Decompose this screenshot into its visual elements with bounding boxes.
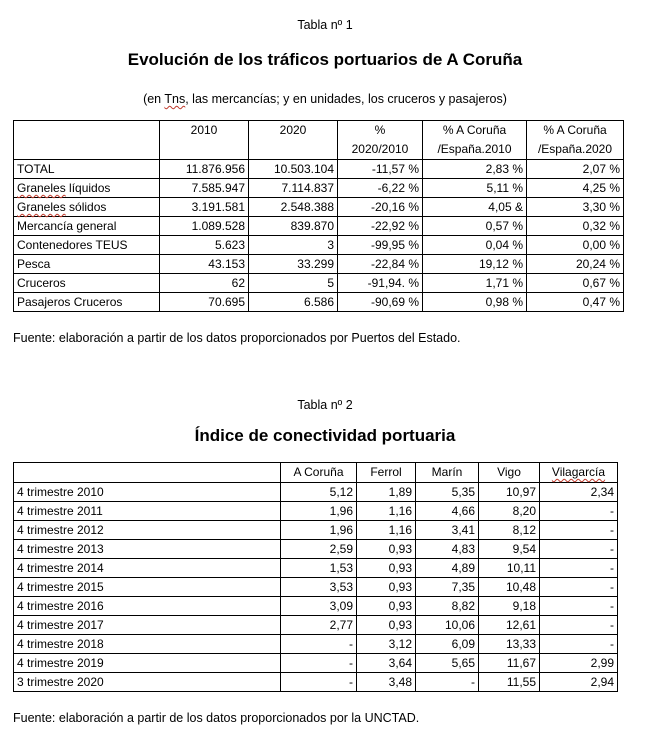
row-label: 3 trimestre 2020 [17, 675, 104, 689]
cell-value: 4,83 [451, 542, 475, 556]
value-cell [249, 179, 338, 198]
cell-value: 10,48 [505, 580, 536, 594]
table1-subtitle-unit: Tns [164, 92, 186, 106]
cell-value: - [349, 656, 353, 670]
column-header-label: A Coruña [293, 465, 344, 479]
cell-value: 0,04 % [485, 238, 523, 252]
cell-value: 9,18 [512, 599, 536, 613]
value-cell [527, 274, 624, 293]
cell-value: 2,83 % [485, 162, 523, 176]
value-cell [281, 597, 357, 616]
value-cell [249, 217, 338, 236]
row-label: 4 trimestre 2013 [17, 542, 104, 556]
column-header-line1: 2010 [190, 123, 218, 137]
value-cell [338, 236, 423, 255]
table-row [14, 502, 618, 521]
table-row [14, 559, 618, 578]
cell-value: 5,12 [329, 485, 353, 499]
cell-value: 0,93 [388, 561, 412, 575]
value-cell [357, 521, 416, 540]
value-cell [281, 559, 357, 578]
cell-value: - [349, 675, 353, 689]
column-header-line2: 2020/2010 [351, 142, 409, 156]
cell-value: 13,33 [505, 637, 536, 651]
cell-value: 4,05 & [488, 200, 523, 214]
cell-value: 8,82 [451, 599, 475, 613]
table-row [14, 179, 624, 198]
value-cell [357, 616, 416, 635]
cell-value: 6,09 [451, 637, 475, 651]
cell-value: 8,20 [512, 504, 536, 518]
value-cell [416, 616, 479, 635]
cell-value: - [610, 580, 614, 594]
table-header-row [14, 463, 618, 483]
value-cell [423, 255, 527, 274]
value-cell [423, 198, 527, 217]
value-cell [479, 578, 540, 597]
cell-value: - [610, 599, 614, 613]
cell-value: - [471, 675, 475, 689]
column-header-line1: % [374, 123, 386, 137]
cell-value: 1,96 [329, 523, 353, 537]
column-header-line1 [17, 121, 156, 140]
column-header-label: Vilagarcía [551, 465, 606, 479]
cell-value: 0,93 [388, 618, 412, 632]
cell-value: 10.503.104 [273, 162, 334, 176]
cell-value: -22,84 % [370, 257, 419, 271]
value-cell [479, 616, 540, 635]
value-cell [540, 654, 618, 673]
value-cell [540, 540, 618, 559]
value-cell [160, 179, 249, 198]
row-label: Mercancía general [17, 219, 117, 233]
value-cell [527, 160, 624, 179]
cell-value: 19,12 % [478, 257, 523, 271]
row-label: 4 trimestre 2012 [17, 523, 104, 537]
cell-value: 3,41 [451, 523, 475, 537]
cell-value: 33.299 [297, 257, 334, 271]
value-cell [357, 654, 416, 673]
table-row [14, 217, 624, 236]
cell-value: 0,57 % [485, 219, 523, 233]
table1-subtitle-part1: (en [143, 92, 165, 106]
row-label: 4 trimestre 2018 [17, 637, 104, 651]
cell-value: 1,71 % [485, 276, 523, 290]
row-label-cell [14, 578, 281, 597]
row-label: 4 trimestre 2014 [17, 561, 104, 575]
cell-value: 5 [327, 276, 334, 290]
cell-value: 1,16 [388, 504, 412, 518]
value-cell [527, 255, 624, 274]
row-label: TOTAL [17, 162, 55, 176]
row-label: Cruceros [17, 276, 66, 290]
row-label-cell [14, 616, 281, 635]
table-row [14, 597, 618, 616]
traffic-table [13, 120, 624, 312]
value-cell [249, 293, 338, 312]
column-header-line2: /España.2020 [537, 142, 613, 156]
cell-value: 3,30 % [582, 200, 620, 214]
table-row [14, 274, 624, 293]
table-row [14, 654, 618, 673]
value-cell [527, 293, 624, 312]
cell-value: 0,98 % [485, 295, 523, 309]
value-cell [423, 179, 527, 198]
column-header-label: Ferrol [370, 465, 402, 479]
row-label-cell [14, 160, 160, 179]
cell-value: 2,99 [590, 656, 614, 670]
cell-value: -99,95 % [370, 238, 419, 252]
row-label-cell [14, 217, 160, 236]
value-cell [540, 578, 618, 597]
value-cell [423, 236, 527, 255]
column-header-line2 [17, 140, 156, 159]
cell-value: 11,55 [506, 675, 536, 689]
cell-value: 11.876.956 [185, 162, 245, 176]
value-cell [540, 597, 618, 616]
cell-value: 1,96 [329, 504, 353, 518]
cell-value: 0,93 [388, 580, 412, 594]
column-header-line1: % A Coruña [442, 123, 507, 137]
value-cell [416, 483, 479, 502]
value-cell [160, 198, 249, 217]
value-cell [281, 578, 357, 597]
cell-value: -11,57 % [371, 162, 419, 176]
value-cell [338, 217, 423, 236]
row-label-cell [14, 483, 281, 502]
value-cell [540, 616, 618, 635]
value-cell [338, 179, 423, 198]
cell-value: 0,47 % [582, 295, 620, 309]
value-cell [160, 236, 249, 255]
cell-value: 43.153 [208, 257, 245, 271]
column-header-line1: 2020 [279, 123, 307, 137]
value-cell [479, 635, 540, 654]
value-cell [527, 198, 624, 217]
value-cell [416, 559, 479, 578]
table-row [14, 616, 618, 635]
cell-value: 1,89 [388, 485, 412, 499]
cell-value: 10,11 [506, 561, 536, 575]
row-label-cell [14, 179, 160, 198]
table2-caption: Tabla nº 2 [297, 398, 353, 412]
table-row [14, 483, 618, 502]
cell-value: 10,06 [444, 618, 475, 632]
value-cell [540, 635, 618, 654]
value-cell [423, 274, 527, 293]
table2-source: Fuente: elaboración a partir de los datos proporcionados por la UNCTAD. [13, 711, 420, 725]
table-row [14, 521, 618, 540]
table-row [14, 198, 624, 217]
column-header-line2: /España.2010 [437, 142, 512, 156]
row-label-cell [14, 559, 281, 578]
value-cell [416, 521, 479, 540]
value-cell [527, 179, 624, 198]
row-label: 4 trimestre 2011 [17, 504, 103, 518]
value-cell [281, 673, 357, 692]
row-label: 4 trimestre 2015 [17, 580, 104, 594]
value-cell [281, 654, 357, 673]
value-cell [416, 654, 479, 673]
table-row [14, 540, 618, 559]
value-cell [249, 198, 338, 217]
table-row [14, 673, 618, 692]
cell-value: 3 [327, 238, 334, 252]
column-header-line1: % A Coruña [543, 123, 607, 137]
cell-value: - [610, 637, 614, 651]
column-header [527, 121, 624, 160]
column-header-label: Vigo [497, 465, 521, 479]
column-header [416, 463, 479, 483]
cell-value: 4,66 [451, 504, 475, 518]
table-row [14, 578, 618, 597]
value-cell [281, 616, 357, 635]
table-body [14, 160, 624, 312]
cell-value: 12,61 [505, 618, 536, 632]
column-header [160, 121, 249, 160]
column-header [14, 121, 160, 160]
value-cell [527, 236, 624, 255]
cell-value: 3,64 [388, 656, 412, 670]
table2-title: Índice de conectividad portuaria [194, 426, 456, 445]
row-label-cell [14, 198, 160, 217]
row-label-cell [14, 673, 281, 692]
value-cell [357, 597, 416, 616]
cell-value: 0,93 [388, 599, 412, 613]
value-cell [423, 293, 527, 312]
value-cell [160, 160, 249, 179]
value-cell [160, 255, 249, 274]
table-row [14, 160, 624, 179]
value-cell [160, 293, 249, 312]
cell-value: -90,69 % [370, 295, 419, 309]
cell-value: 70.695 [208, 295, 245, 309]
connectivity-table [13, 462, 618, 692]
value-cell [479, 502, 540, 521]
cell-value: - [349, 637, 353, 651]
cell-value: 7.585.947 [191, 181, 245, 195]
row-label-cell [14, 654, 281, 673]
value-cell [249, 160, 338, 179]
cell-value: - [610, 542, 614, 556]
cell-value: 2.548.388 [280, 200, 334, 214]
value-cell [357, 578, 416, 597]
value-cell [479, 597, 540, 616]
value-cell [540, 483, 618, 502]
value-cell [249, 236, 338, 255]
value-cell [338, 198, 423, 217]
column-header [249, 121, 338, 160]
cell-value: -22,92 % [370, 219, 419, 233]
cell-value: 2,59 [329, 542, 353, 556]
value-cell [416, 578, 479, 597]
value-cell [479, 540, 540, 559]
value-cell [479, 483, 540, 502]
value-cell [338, 160, 423, 179]
value-cell [540, 673, 618, 692]
row-label: Graneles sólidos [17, 200, 107, 214]
table-header-row [14, 121, 624, 160]
row-label-cell [14, 255, 160, 274]
cell-value: 20,24 % [575, 257, 620, 271]
cell-value: 2,94 [590, 675, 614, 689]
column-header [281, 463, 357, 483]
value-cell [249, 274, 338, 293]
value-cell [160, 274, 249, 293]
cell-value: 3.191.581 [191, 200, 245, 214]
cell-value: 5,11 % [486, 181, 523, 195]
table-row [14, 255, 624, 274]
value-cell [479, 654, 540, 673]
value-cell [281, 483, 357, 502]
row-label: 4 trimestre 2019 [17, 656, 104, 670]
cell-value: 3,12 [388, 637, 412, 651]
row-label-cell [14, 521, 281, 540]
cell-value: 0,67 % [582, 276, 620, 290]
column-header [479, 463, 540, 483]
cell-value: 7.114.837 [281, 181, 334, 195]
row-label-cell [14, 502, 281, 521]
row-label-cell [14, 540, 281, 559]
cell-value: 5,35 [451, 485, 475, 499]
value-cell [160, 217, 249, 236]
cell-value: -6,22 % [377, 181, 419, 195]
value-cell [357, 559, 416, 578]
value-cell [479, 559, 540, 578]
cell-value: 4,25 % [582, 181, 620, 195]
value-cell [416, 597, 479, 616]
cell-value: 8,12 [512, 523, 536, 537]
column-header [540, 463, 618, 483]
value-cell [281, 502, 357, 521]
value-cell [416, 673, 479, 692]
value-cell [423, 160, 527, 179]
cell-value: 0,00 % [582, 238, 620, 252]
value-cell [281, 635, 357, 654]
spellcheck-word: Graneles [17, 181, 66, 195]
table1-title: Evolución de los tráficos portuarios de A Coruña [127, 50, 523, 69]
value-cell [281, 521, 357, 540]
value-cell [357, 673, 416, 692]
cell-value: 0,32 % [582, 219, 620, 233]
cell-value: 1,16 [388, 523, 412, 537]
cell-value: 2,34 [590, 485, 614, 499]
value-cell [338, 274, 423, 293]
cell-value: -91,94. % [367, 276, 419, 290]
cell-value: -20,16 % [370, 200, 419, 214]
value-cell [540, 502, 618, 521]
value-cell [423, 217, 527, 236]
table-row [14, 293, 624, 312]
cell-value: 3,53 [329, 580, 353, 594]
row-label: 4 trimestre 2010 [17, 485, 104, 499]
cell-value: 0,93 [388, 542, 412, 556]
table-row [14, 236, 624, 255]
value-cell [527, 217, 624, 236]
column-header [357, 463, 416, 483]
row-label: Pasajeros Cruceros [17, 295, 123, 309]
column-header-line2 [163, 140, 245, 159]
cell-value: 2,77 [329, 618, 353, 632]
cell-value: 5,65 [451, 656, 475, 670]
value-cell [416, 502, 479, 521]
row-label: 4 trimestre 2017 [17, 618, 104, 632]
column-header [423, 121, 527, 160]
row-label-cell [14, 293, 160, 312]
cell-value: 11,67 [506, 656, 536, 670]
cell-value: - [610, 618, 614, 632]
value-cell [540, 559, 618, 578]
value-cell [338, 255, 423, 274]
value-cell [357, 483, 416, 502]
cell-value: 62 [231, 276, 245, 290]
row-label: Graneles líquidos [17, 181, 111, 195]
row-label-cell [14, 236, 160, 255]
row-label: Contenedores TEUS [17, 238, 128, 252]
column-header-line2 [252, 140, 334, 159]
column-header [338, 121, 423, 160]
table1-subtitle-part2: , las mercancías; y en unidades, los cruceros y pasajeros) [185, 92, 507, 106]
table-body [14, 483, 618, 692]
cell-value: 3,48 [388, 675, 412, 689]
value-cell [540, 521, 618, 540]
cell-value: 7,35 [451, 580, 475, 594]
value-cell [416, 540, 479, 559]
value-cell [357, 502, 416, 521]
cell-value: - [610, 561, 614, 575]
value-cell [416, 635, 479, 654]
cell-value: 5.623 [214, 238, 245, 252]
cell-value: - [610, 504, 614, 518]
value-cell [249, 255, 338, 274]
row-label-cell [14, 274, 160, 293]
column-header [14, 463, 281, 483]
table1-source: Fuente: elaboración a partir de los datos proporcionados por Puertos del Estado. [13, 331, 461, 345]
cell-value: 1.089.528 [191, 219, 245, 233]
column-header-label: Marín [431, 465, 463, 479]
cell-value: 2,07 % [582, 162, 620, 176]
cell-value: - [610, 523, 614, 537]
row-label-cell [14, 635, 281, 654]
row-label: Pesca [17, 257, 51, 271]
value-cell [357, 540, 416, 559]
cell-value: 6.586 [303, 295, 334, 309]
value-cell [281, 540, 357, 559]
row-label: 4 trimestre 2016 [17, 599, 104, 613]
row-label-cell [14, 597, 281, 616]
cell-value: 3,09 [329, 599, 353, 613]
cell-value: 9,54 [512, 542, 536, 556]
table1-caption: Tabla nº 1 [297, 18, 353, 32]
value-cell [479, 521, 540, 540]
cell-value: 839.870 [290, 219, 334, 233]
cell-value: 1,53 [329, 561, 353, 575]
cell-value: 4,89 [451, 561, 475, 575]
table1-subtitle [0, 92, 650, 106]
value-cell [338, 293, 423, 312]
value-cell [357, 635, 416, 654]
value-cell [479, 673, 540, 692]
cell-value: 10,97 [505, 485, 536, 499]
spellcheck-word: Graneles [17, 200, 66, 214]
table-row [14, 635, 618, 654]
